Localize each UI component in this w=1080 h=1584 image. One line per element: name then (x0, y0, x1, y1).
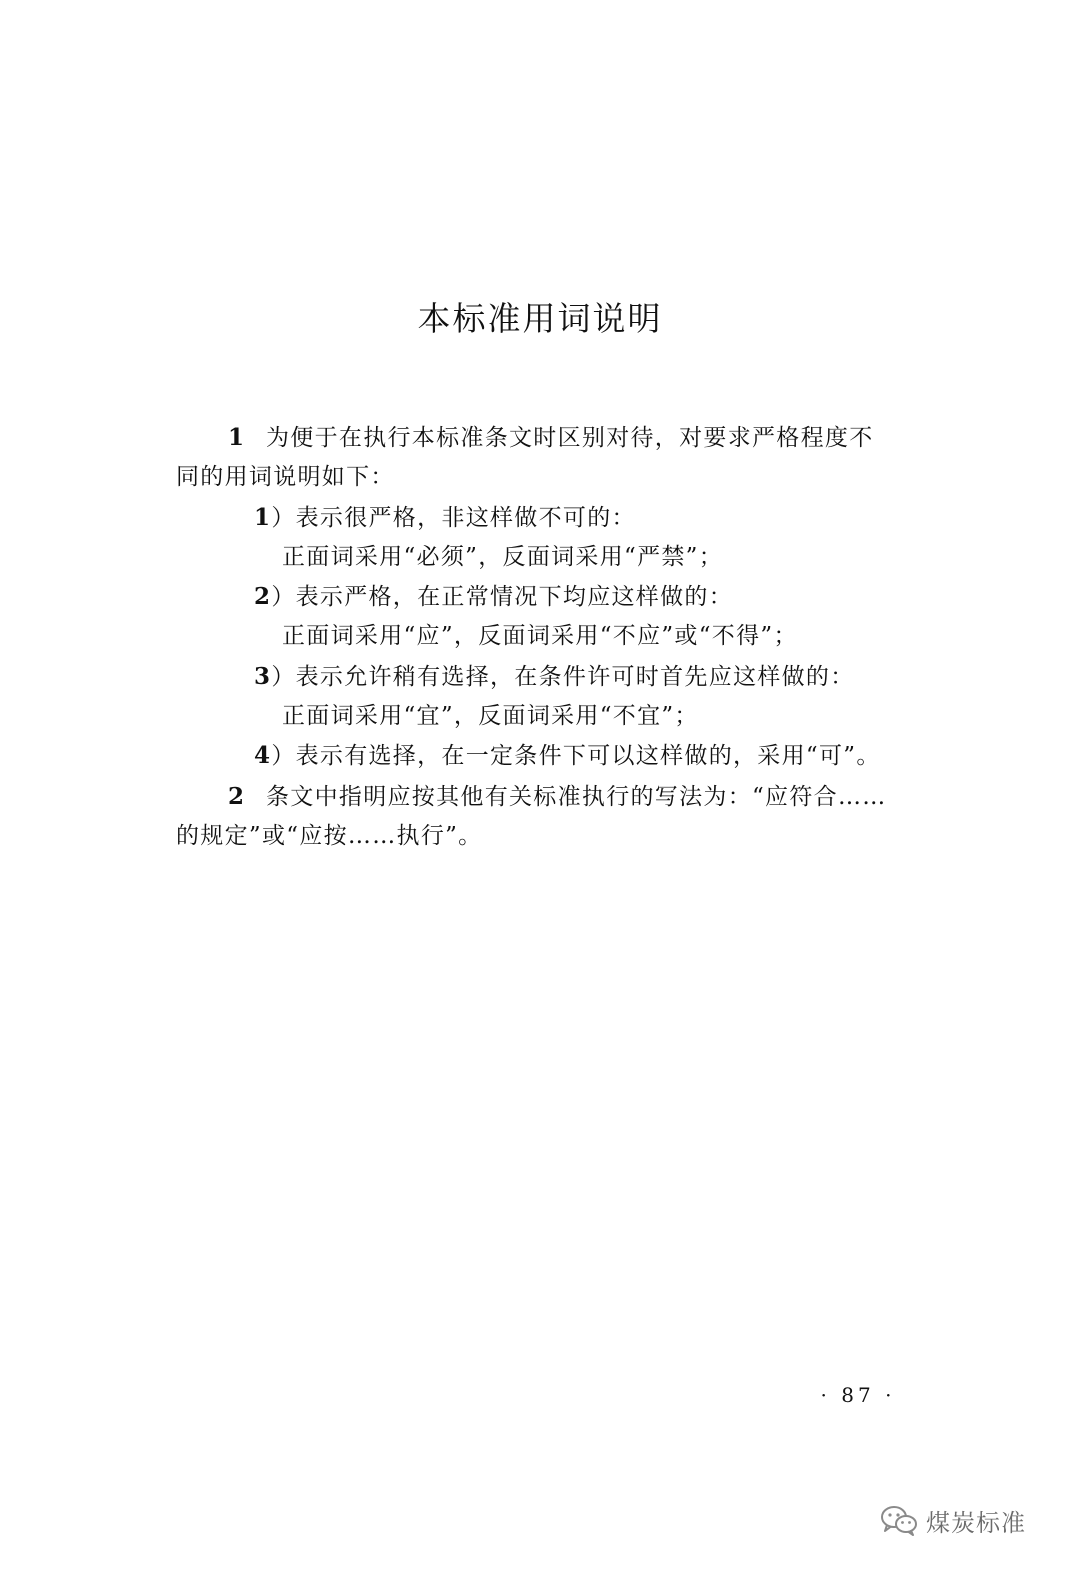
watermark-text: 煤炭标准 (926, 1508, 1026, 1537)
watermark (880, 1500, 1026, 1540)
document-body (176, 418, 916, 856)
item-1-number: 1 (254, 503, 272, 531)
item-3 (176, 657, 916, 697)
item-1-sub: 正面词采用“必须”，反面词采用“严禁”； (282, 543, 724, 570)
item-4 (176, 736, 916, 776)
page-title: 本标准用词说明 (417, 299, 663, 338)
item-2 (176, 577, 916, 617)
item-2-text: ）表示严格，在正常情况下均应这样做的： (271, 584, 734, 611)
clause-2-number: 2 (228, 782, 246, 810)
item-1 (176, 498, 916, 538)
clause-1-line-1 (176, 418, 916, 458)
clause-2-line-2: 的规定”或“应按……执行”。 (176, 822, 483, 849)
wechat-icon (880, 1504, 918, 1536)
clause-1-text: 为便于在执行本标准条文时区别对待，对要求严格程度不 (266, 425, 874, 451)
item-3-number: 3 (254, 662, 272, 690)
clause-1-line-2: 同的用词说明如下： (176, 464, 395, 491)
item-3-sub: 正面词采用“宜”，反面词采用“不宜”； (282, 703, 699, 730)
item-3-text: ）表示允许稍有选择，在条件许可时首先应这样做的： (271, 663, 855, 690)
clause-1-number: 1 (228, 424, 246, 451)
clause-2-text: 条文中指明应按其他有关标准执行的写法为：“应符合…… (266, 783, 887, 810)
page-number: · 87 · (820, 1383, 896, 1407)
clause-2-line-1 (176, 777, 916, 817)
item-4-text: ）表示有选择，在一定条件下可以这样做的，采用“可”。 (271, 743, 881, 770)
item-4-number: 4 (254, 742, 272, 770)
item-2-sub: 正面词采用“应”，反面词采用“不应”或“不得”； (282, 623, 798, 650)
item-1-text: ）表示很严格，非这样做不可的： (271, 504, 636, 531)
item-2-number: 2 (254, 583, 272, 611)
